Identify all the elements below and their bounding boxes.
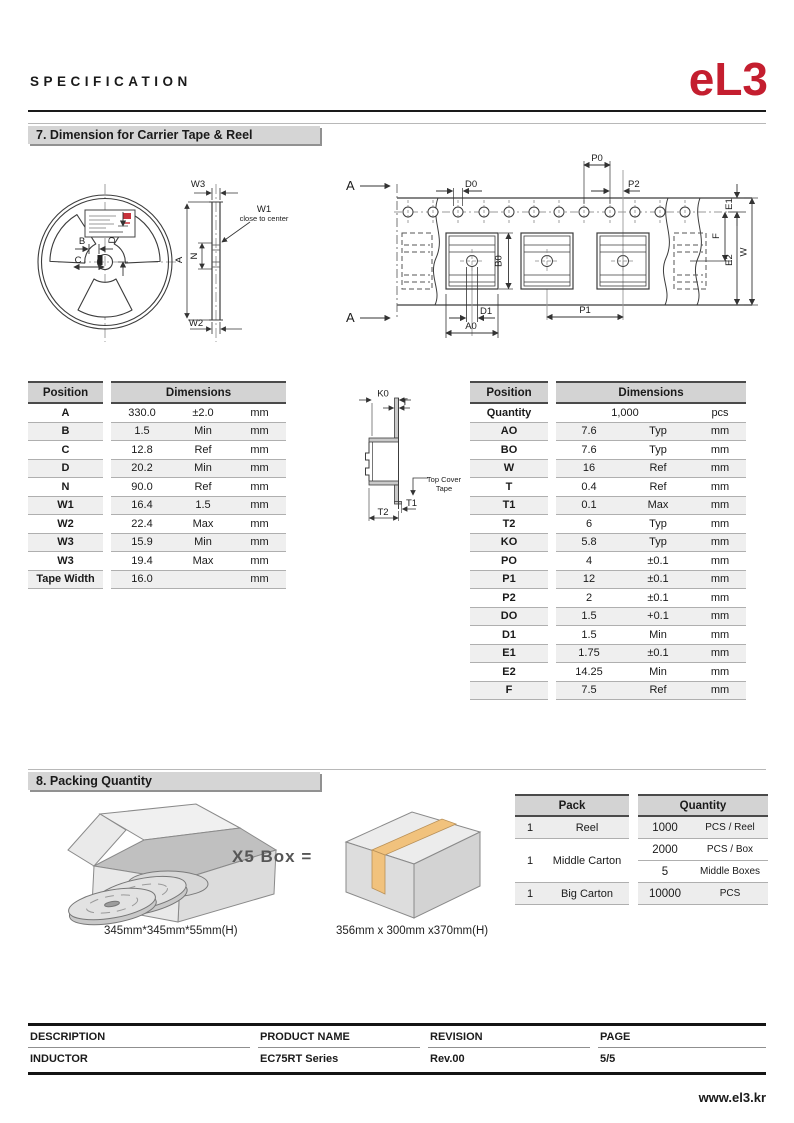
table-row — [28, 459, 286, 478]
cell-position: F — [470, 681, 548, 700]
cell-unit: mm — [694, 533, 746, 552]
cell-value: 12 — [556, 570, 622, 589]
label-e2: E2 — [724, 254, 735, 266]
dimensions-header: Dimensions — [111, 382, 286, 403]
column-gap — [103, 403, 111, 422]
table-row — [470, 478, 746, 497]
label-t: T — [402, 397, 408, 408]
cell-value: 22.4 — [111, 515, 173, 534]
label-top-cover-tape: Top Cover — [426, 475, 462, 484]
cell-unit: mm — [694, 626, 746, 645]
cell-unit: mm — [694, 515, 746, 534]
cell-spec — [173, 570, 233, 589]
cell-count: 1 — [515, 839, 545, 883]
cell-position: T1 — [470, 496, 548, 515]
table-row — [470, 422, 746, 441]
cell-spec: 1.5 — [173, 496, 233, 515]
column-gap — [548, 382, 556, 403]
cell-value: 1.5 — [556, 607, 622, 626]
column-gap — [103, 515, 111, 534]
column-gap — [548, 496, 556, 515]
column-gap — [548, 607, 556, 626]
label-a0: A0 — [465, 321, 477, 332]
dimensions-header: Dimensions — [556, 382, 746, 403]
label-w: W — [738, 247, 750, 257]
cell-spec: Ref — [173, 478, 233, 497]
table-row — [28, 441, 286, 460]
cell-position: N — [28, 478, 103, 497]
table-row — [470, 681, 746, 700]
table-row — [28, 515, 286, 534]
table-row — [470, 459, 746, 478]
cell-value: 0.4 — [556, 478, 622, 497]
cell-spec: Typ — [622, 422, 694, 441]
column-gap — [548, 441, 556, 460]
column-gap — [103, 422, 111, 441]
table-row — [470, 552, 746, 571]
cell-spec: Min — [173, 533, 233, 552]
position-header: Position — [470, 382, 548, 403]
cell-position: T2 — [470, 515, 548, 534]
cell-value: 330.0 — [111, 403, 173, 422]
footer-header-product-name: PRODUCT NAME — [258, 1026, 420, 1048]
table-row — [470, 441, 746, 460]
footer-info-table — [28, 1023, 766, 1075]
cell-value: 16.0 — [111, 570, 173, 589]
cell-value: 1.75 — [556, 644, 622, 663]
footer-header-description: DESCRIPTION — [28, 1026, 250, 1048]
table-row — [470, 589, 746, 608]
pack-table — [515, 794, 629, 905]
cell-count: 1 — [515, 883, 545, 905]
cell-spec: Typ — [622, 441, 694, 460]
column-gap — [103, 552, 111, 571]
cell-label: Middle Boxes — [692, 861, 768, 883]
reel-box-caption: 345mm*345mm*55mm(H) — [104, 925, 238, 937]
cell-spec: Max — [622, 496, 694, 515]
reel-dimensions-table — [28, 381, 286, 589]
cell-value: 1,000 — [556, 403, 694, 422]
column-gap — [103, 459, 111, 478]
cell-unit: mm — [233, 496, 286, 515]
cell-value: 1.5 — [556, 626, 622, 645]
table-row-quantity — [470, 403, 746, 422]
cell-unit: pcs — [694, 403, 746, 422]
column-gap — [548, 589, 556, 608]
column-gap — [548, 422, 556, 441]
cell-unit: mm — [233, 403, 286, 422]
column-gap — [548, 663, 556, 682]
cell-position: T — [470, 478, 548, 497]
cell-spec: ±0.1 — [622, 589, 694, 608]
cell-spec: Ref — [622, 478, 694, 497]
cell-unit: mm — [694, 663, 746, 682]
label-w3: W3 — [190, 179, 206, 190]
cell-position: D1 — [470, 626, 548, 645]
cell-unit: mm — [233, 441, 286, 460]
cell-position: W3 — [28, 552, 103, 571]
section-8-title: 8. Packing Quantity — [28, 772, 320, 790]
table-header-row — [638, 795, 768, 816]
cell-unit: mm — [694, 589, 746, 608]
cell-value: 90.0 — [111, 478, 173, 497]
footer-value-product-name: EC75RT Series — [260, 1053, 339, 1065]
cell-label: Big Carton — [545, 883, 629, 905]
label-b0: B0 — [493, 255, 505, 267]
tape-dimensions — [360, 161, 758, 338]
cell-position: DO — [470, 607, 548, 626]
cell-value: 0.1 — [556, 496, 622, 515]
label-p0: P0 — [591, 153, 603, 164]
cell-unit: mm — [694, 607, 746, 626]
cell-unit: mm — [694, 644, 746, 663]
label-k0: K0 — [377, 388, 389, 400]
cell-spec: Max — [173, 552, 233, 571]
cell-spec: Min — [622, 663, 694, 682]
cell-position: W3 — [28, 533, 103, 552]
table-row — [470, 663, 746, 682]
cell-spec: Typ — [622, 515, 694, 534]
table-row — [638, 816, 768, 839]
column-gap — [103, 570, 111, 589]
table-row — [470, 533, 746, 552]
column-gap — [548, 515, 556, 534]
label-a: A — [174, 256, 185, 264]
pocket-cross-section-diagram — [356, 378, 470, 533]
label-section-a-bottom: A — [346, 310, 355, 325]
table-row — [28, 570, 286, 589]
cell-position: AO — [470, 422, 548, 441]
cell-count: 1 — [515, 816, 545, 839]
cell-label: Reel — [545, 816, 629, 839]
column-gap — [103, 441, 111, 460]
cell-spec: ±0.1 — [622, 552, 694, 571]
table-row — [638, 839, 768, 861]
column-gap — [548, 403, 556, 422]
cell-position: Quantity — [470, 403, 548, 422]
label-section-a-top: A — [346, 178, 355, 193]
cell-spec: Min — [173, 422, 233, 441]
tape-dimensions-table — [470, 381, 746, 700]
footer-value-page: 5/5 — [600, 1053, 616, 1065]
cell-value: 12.8 — [111, 441, 173, 460]
tape-pockets — [402, 233, 706, 289]
reel-label-sticker — [85, 210, 135, 237]
cell-value: 7.5 — [556, 681, 622, 700]
cell-unit: mm — [694, 478, 746, 497]
label-b: B — [78, 236, 86, 247]
label-t2: T2 — [377, 507, 389, 518]
column-gap — [103, 382, 111, 403]
table-row — [638, 861, 768, 883]
page-title: SPECIFICATION — [30, 74, 192, 89]
label-p2: P2 — [628, 179, 640, 190]
carrier-tape-diagram — [338, 148, 794, 363]
footer-header-revision: REVISION — [428, 1026, 590, 1048]
cell-unit: mm — [233, 515, 286, 534]
column-gap — [103, 496, 111, 515]
cell-spec: Ref — [173, 441, 233, 460]
cell-count: 10000 — [638, 883, 692, 905]
reel-side-dimensions — [187, 188, 250, 334]
closed-carton-illustration — [328, 798, 498, 928]
cell-value: 5.8 — [556, 533, 622, 552]
table-row — [470, 626, 746, 645]
cell-position: B — [28, 422, 103, 441]
cell-label: PCS / Reel — [692, 816, 768, 839]
cell-unit: mm — [233, 459, 286, 478]
multiplier-label: X5 Box = — [232, 847, 313, 866]
cell-value: 16.4 — [111, 496, 173, 515]
table-header-row — [515, 795, 629, 816]
website-url: www.el3.kr — [698, 1090, 766, 1105]
cell-position: W — [470, 459, 548, 478]
cell-spec: Min — [173, 459, 233, 478]
cell-spec: ±0.1 — [622, 644, 694, 663]
cell-spec: ±2.0 — [173, 403, 233, 422]
cell-unit: mm — [233, 533, 286, 552]
table-row — [28, 552, 286, 571]
cell-label: PCS / Box — [692, 839, 768, 861]
quantity-header: Quantity — [638, 795, 768, 816]
cell-unit: mm — [233, 422, 286, 441]
label-n: N — [189, 252, 200, 260]
table-row — [470, 607, 746, 626]
label-t1: T1 — [406, 498, 418, 509]
cell-unit: mm — [694, 459, 746, 478]
label-d0: D0 — [465, 179, 478, 190]
cell-position: KO — [470, 533, 548, 552]
table-header-row — [470, 382, 746, 403]
brand-logo: eL3 — [688, 53, 768, 105]
table-row — [28, 533, 286, 552]
cell-value: 7.6 — [556, 441, 622, 460]
cell-spec: Typ — [622, 533, 694, 552]
column-gap — [548, 644, 556, 663]
section-8-bar — [28, 769, 766, 790]
column-gap — [103, 533, 111, 552]
cell-position: Tape Width — [28, 570, 103, 589]
header-rule — [28, 110, 766, 112]
column-gap — [548, 681, 556, 700]
table-header-row — [28, 382, 286, 403]
cell-spec: Min — [622, 626, 694, 645]
footer-value-description: INDUCTOR — [30, 1053, 88, 1065]
column-gap — [548, 552, 556, 571]
table-row — [28, 403, 286, 422]
column-gap — [548, 478, 556, 497]
footer-header-page: PAGE — [598, 1026, 766, 1048]
label-w1: W1 — [256, 204, 272, 215]
label-d: D — [107, 236, 118, 244]
section-7-bar — [28, 123, 766, 144]
column-gap — [548, 626, 556, 645]
section-7-title: 7. Dimension for Carrier Tape & Reel — [28, 126, 320, 144]
cell-unit: mm — [233, 478, 286, 497]
cell-position: C — [28, 441, 103, 460]
label-p1: P1 — [579, 305, 591, 316]
table-row — [515, 883, 629, 905]
cell-label: PCS — [692, 883, 768, 905]
column-gap — [548, 533, 556, 552]
cell-position: P1 — [470, 570, 548, 589]
table-row — [470, 515, 746, 534]
table-row — [28, 496, 286, 515]
cell-unit: mm — [233, 570, 286, 589]
label-f: F — [711, 233, 722, 239]
table-row — [28, 478, 286, 497]
table-row — [515, 839, 629, 883]
cell-value: 16 — [556, 459, 622, 478]
carton-caption: 356mm x 300mm x370mm(H) — [336, 925, 489, 937]
cell-label: Middle Carton — [545, 839, 629, 883]
cell-unit: mm — [694, 422, 746, 441]
table-row — [515, 816, 629, 839]
cell-value: 1.5 — [111, 422, 173, 441]
cell-count: 1000 — [638, 816, 692, 839]
table-row — [470, 496, 746, 515]
cell-value: 19.4 — [111, 552, 173, 571]
column-gap — [548, 459, 556, 478]
cell-position: P2 — [470, 589, 548, 608]
cell-value: 6 — [556, 515, 622, 534]
cell-unit: mm — [694, 496, 746, 515]
cell-value: 2 — [556, 589, 622, 608]
cell-position: E2 — [470, 663, 548, 682]
cell-value: 4 — [556, 552, 622, 571]
cell-position: PO — [470, 552, 548, 571]
cell-unit: mm — [694, 570, 746, 589]
pack-header: Pack — [515, 795, 629, 816]
cell-position: E1 — [470, 644, 548, 663]
cell-spec: Ref — [622, 459, 694, 478]
cell-unit: mm — [694, 681, 746, 700]
cell-position: BO — [470, 441, 548, 460]
footer-value-revision: Rev.00 — [430, 1053, 465, 1065]
cell-position: A — [28, 403, 103, 422]
column-gap — [103, 478, 111, 497]
cell-spec: ±0.1 — [622, 570, 694, 589]
label-d1: D1 — [480, 306, 493, 317]
cell-unit: mm — [694, 552, 746, 571]
label-w1-note: close to center — [239, 214, 289, 223]
label-c: C — [74, 255, 82, 266]
label-e1: E1 — [724, 198, 735, 210]
cell-value: 15.9 — [111, 533, 173, 552]
column-gap — [548, 570, 556, 589]
table-row — [638, 883, 768, 905]
label-top-cover-tape-2: Tape — [435, 484, 453, 493]
cell-unit: mm — [233, 552, 286, 571]
table-row — [28, 422, 286, 441]
table-row — [470, 570, 746, 589]
cell-spec: +0.1 — [622, 607, 694, 626]
cell-value: 20.2 — [111, 459, 173, 478]
cell-value: 7.6 — [556, 422, 622, 441]
cell-position: W1 — [28, 496, 103, 515]
cell-count: 2000 — [638, 839, 692, 861]
label-w2: W2 — [188, 318, 204, 329]
table-row — [470, 644, 746, 663]
cell-position: W2 — [28, 515, 103, 534]
cell-unit: mm — [694, 441, 746, 460]
cell-spec: Ref — [622, 681, 694, 700]
cell-position: D — [28, 459, 103, 478]
reel-diagram — [28, 150, 338, 365]
cell-count: 5 — [638, 861, 692, 883]
position-header: Position — [28, 382, 103, 403]
packing-quantity-table — [638, 794, 768, 905]
cell-spec: Max — [173, 515, 233, 534]
cell-value: 14.25 — [556, 663, 622, 682]
